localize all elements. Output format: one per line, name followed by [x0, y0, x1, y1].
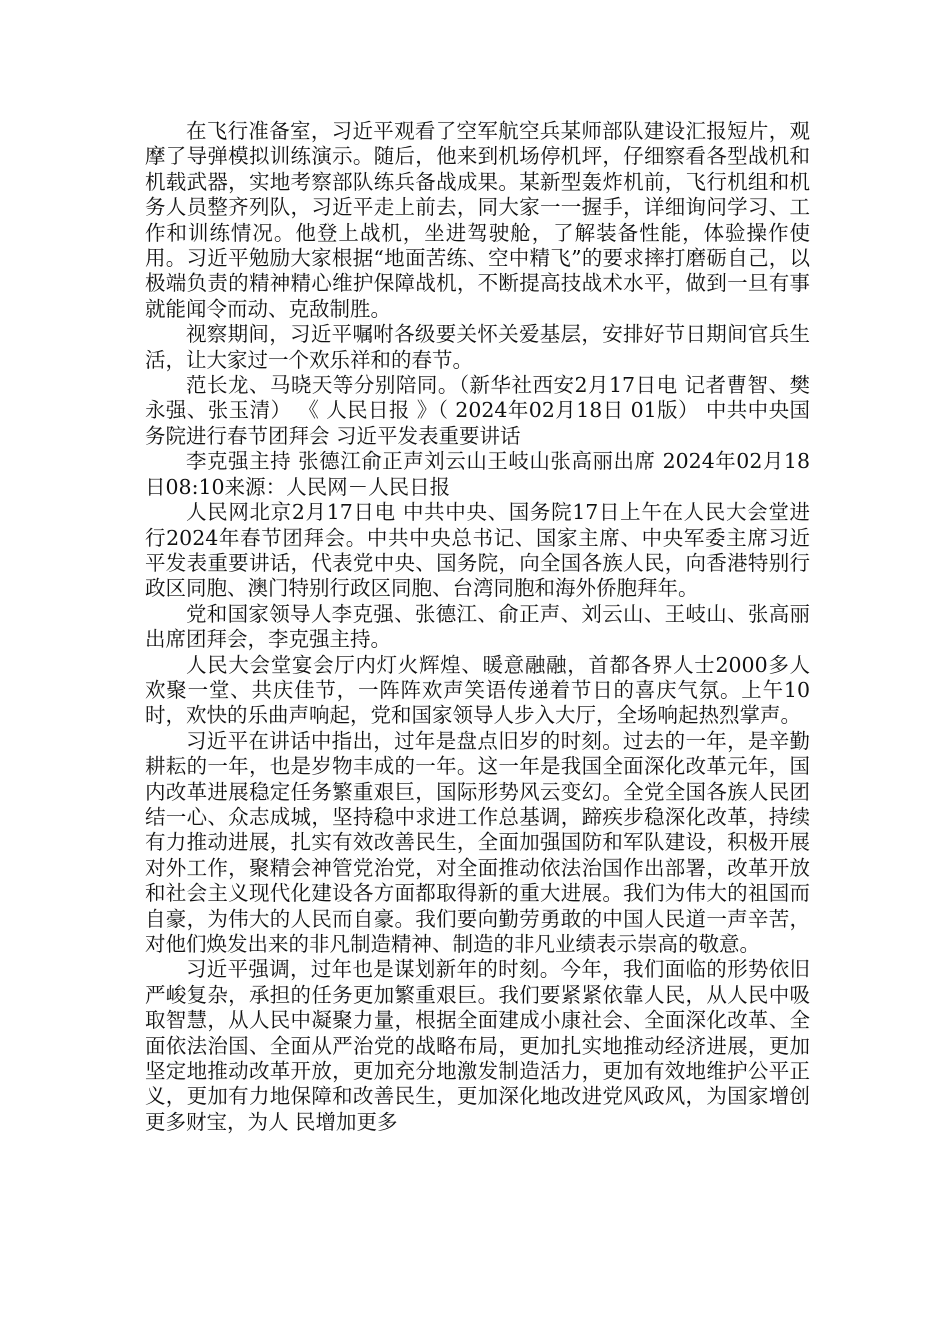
paragraph-speech-past-year: 习近平在讲话中指出，过年是盘点旧岁的时刻。过去的一年，是辛勤耕耘的一年，也是岁物丰成的一年。这一年是我国全面深化改革元年，国内改革进展稳定任务繁重艰巨，国际形势风云变幻。全党全国各族人民团结一心、众志成城，坚持稳中求进工作总基调，蹄疾步稳深化改革，持续有力推动进展，扎实有效改善民生，全面加强国防和军队建设，积极开展对外工作，聚精会神管党治党，对全面推动依法治国作出部署，改革开放和社会主义现代化建设各方面都取得新的重大进展。我们为伟大的祖国而自豪，为伟大的人民而自豪。我们要向勤劳勇敢的中国人民道一声辛苦，对他们焕发出来的非凡制造精神、制造的非凡业绩表示崇高的敬意。 [145, 728, 810, 956]
paragraph-care-for-troops: 视察期间，习近平嘱咐各级要关怀关爱基层，安排好节日期间官兵生活，让大家过一个欢乐祥和的春节。 [145, 322, 810, 372]
paragraph-speech-new-year: 习近平强调，过年也是谋划新年的时刻。今年，我们面临的形势依旧严峻复杂，承担的任务更加繁重艰巨。我们要紧紧依靠人民，从人民中吸取智慧，从人民中凝聚力量，根据全面建成小康社会、全面深化改革、全面依法治国、全面从严治党的战略布局，更加扎实地推动经济进展，更加坚定地推动改革开放，更加充分地激发制造活力，更加有效地维护公平正义，更加有力地保障和改善民生，更加深化地改进党风政风，为国家增创更多财宝，为人 民增加更多 [145, 957, 810, 1134]
paragraph-banquet-hall: 人民大会堂宴会厅内灯火辉煌、暖意融融，首都各界人士2000多人欢聚一堂、共庆佳节，一阵阵欢声笑语传递着节日的喜庆气氛。上午10时，欢快的乐曲声响起，党和国家领导人步入大厅，全场响起热烈掌声。 [145, 652, 810, 728]
paragraph-spring-festival-reception: 人民网北京2月17日电 中共中央、国务院17日上午在人民大会堂进行2024年春节团拜会。中共中央总书记、国家主席、中央军委主席习近平发表重要讲话，代表党中央、国务院，向全国各族人民，向香港特别行政区同胞、澳门特别行政区同胞、台湾同胞和海外侨胞拜年。 [145, 500, 810, 601]
paragraph-air-force-inspection: 在飞行准备室，习近平观看了空军航空兵某师部队建设汇报短片，观摩了导弹模拟训练演示。随后，他来到机场停机坪，仔细察看各型战机和机载武器，实地考察部队练兵备战成果。某新型轰炸机前，飞行机组和机务人员整齐列队，习近平走上前去，同大家一一握手，详细询问学习、工作和训练情况。他登上战机，坐进驾驶舱，了解装备性能，体验操作使用。习近平勉励大家根据“地面苦练、空中精飞”的要求摔打磨砺自己，以极端负责的精神精心维护保障战机，不断提高技战术水平，做到一旦有事就能闻令而动、克敌制胜。 [145, 119, 810, 321]
document-body [145, 119, 810, 1135]
paragraph-accompanied-and-headline: 范长龙、马晓天等分别陪同。（新华社西安2月17日电 记者曹智、樊永强、张玉清） 《 人民日报 》（ 2024年02月18日 01版） 中共中央国务院进行春节团拜会 习近平发表重要讲话 [145, 373, 810, 448]
paragraph-leaders-attending: 党和国家领导人李克强、张德江、俞正声、刘云山、王岐山、张高丽出席团拜会，李克强主持。 [145, 601, 810, 652]
paragraph-subheadline-source: 李克强主持 张德江俞正声刘云山王岐山张高丽出席 2024年02月18日08:10来源：人民网－人民日报 [145, 449, 810, 499]
